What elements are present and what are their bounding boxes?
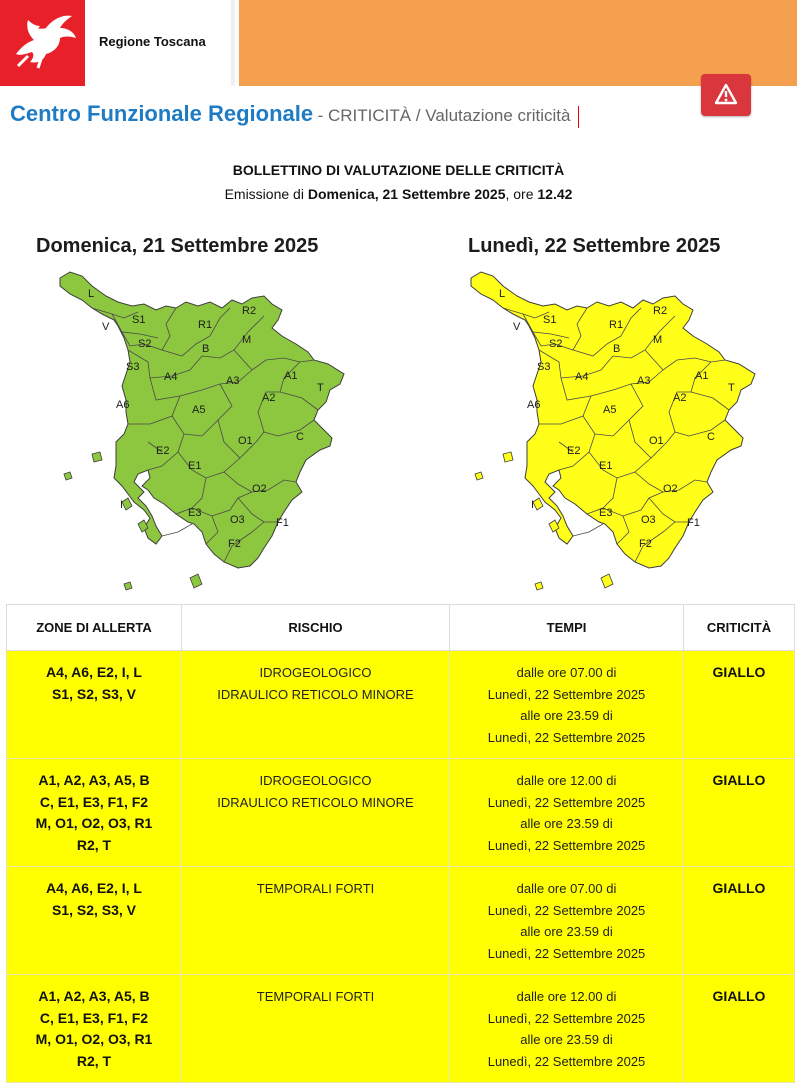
- emission-mid: , ore: [505, 186, 538, 202]
- zone-label-a3[interactable]: A3: [226, 375, 240, 387]
- zone-label-a6[interactable]: A6: [527, 399, 541, 411]
- zone-label-s1[interactable]: S1: [543, 314, 557, 326]
- alert-table: [6, 604, 795, 1083]
- warning-button[interactable]: [701, 74, 751, 116]
- times-line: alle ore 23.59 di: [520, 924, 613, 939]
- zone-label-o1[interactable]: O1: [238, 435, 253, 447]
- island-shape: [475, 472, 483, 480]
- risk-line: TEMPORALI FORTI: [256, 881, 375, 896]
- times-line: Lunedì, 22 Settembre 2025: [487, 729, 646, 745]
- emission-prefix: Emissione di: [224, 186, 308, 202]
- zone-label-s3[interactable]: S3: [126, 361, 140, 373]
- table-row: [7, 651, 795, 759]
- zone-label-r2[interactable]: R2: [242, 305, 257, 317]
- table-row: [7, 975, 795, 1083]
- times-line: Lunedì, 22 Settembre 2025: [487, 686, 646, 702]
- zone-label-o2[interactable]: O2: [252, 483, 267, 495]
- times-line: dalle ore 12.00 di: [516, 989, 617, 1004]
- times-line: Lunedì, 22 Settembre 2025: [487, 837, 646, 853]
- zone-label-f1[interactable]: F1: [276, 517, 289, 529]
- bulletin-title: BOLLETTINO DI VALUTAZIONE DELLE CRITICITÀ: [232, 162, 565, 178]
- zones-line: C, E1, E3, F1, F2: [39, 793, 149, 810]
- criticality-level: GIALLO: [684, 651, 795, 759]
- zone-label-m[interactable]: M: [242, 334, 252, 346]
- text-cursor: [578, 106, 579, 128]
- zone-label-r2[interactable]: R2: [653, 305, 668, 317]
- zone-label-t[interactable]: T: [317, 382, 324, 394]
- map-title-day2: Lunedì, 22 Settembre 2025: [468, 235, 721, 257]
- zones-line: C, E1, E3, F1, F2: [39, 1009, 149, 1026]
- zone-label-a4[interactable]: A4: [575, 371, 589, 383]
- zone-label-s2[interactable]: S2: [549, 338, 563, 350]
- region-outline: [60, 272, 344, 568]
- zone-label-a4[interactable]: A4: [164, 371, 178, 383]
- times-cell: [450, 975, 684, 1083]
- zone-label-a2[interactable]: A2: [673, 392, 687, 404]
- zone-label-e2[interactable]: E2: [567, 445, 581, 457]
- zone-label-s1[interactable]: S1: [132, 314, 146, 326]
- zones-line: M, O1, O2, O3, R1: [35, 815, 153, 831]
- zone-label-f2[interactable]: F2: [228, 538, 241, 550]
- zone-label-t[interactable]: T: [728, 382, 735, 394]
- zone-label-a3[interactable]: A3: [637, 375, 651, 387]
- criticality-level: GIALLO: [684, 759, 795, 867]
- zone-border: [573, 524, 603, 536]
- brand-name[interactable]: Regione Toscana: [99, 34, 206, 49]
- island-shape: [92, 452, 102, 462]
- times-line: dalle ore 07.00 di: [516, 881, 617, 896]
- zone-label-o3[interactable]: O3: [641, 514, 656, 526]
- zone-label-a1[interactable]: A1: [695, 370, 709, 382]
- zone-label-b[interactable]: B: [613, 343, 621, 355]
- island-shape: [190, 574, 202, 588]
- zone-label-f1[interactable]: F1: [687, 517, 700, 529]
- zone-label-e3[interactable]: E3: [188, 507, 202, 519]
- table-row: [7, 759, 795, 867]
- zones-cell: [7, 651, 182, 759]
- alert-map-day1: [52, 266, 352, 592]
- alert-map-day2: [463, 266, 763, 592]
- zone-label-m[interactable]: M: [653, 334, 663, 346]
- island-shape: [601, 574, 613, 588]
- zones-cell: [7, 975, 182, 1083]
- page-heading: [10, 101, 579, 131]
- times-line: Lunedì, 22 Settembre 2025: [487, 1010, 646, 1026]
- zone-label-c[interactable]: C: [296, 431, 304, 443]
- pegasus-logo-icon[interactable]: [8, 6, 80, 72]
- times-line: Lunedì, 22 Settembre 2025: [487, 794, 646, 810]
- times-cell: [450, 867, 684, 975]
- map-title-day1: Domenica, 21 Settembre 2025: [36, 235, 319, 257]
- column-header-zones: ZONE DI ALLERTA: [7, 605, 182, 651]
- zone-label-a1[interactable]: A1: [284, 370, 298, 382]
- zones-line: R2, T: [76, 836, 112, 853]
- zone-label-l[interactable]: L: [88, 288, 95, 300]
- section-title[interactable]: Centro Funzionale Regionale: [10, 101, 314, 126]
- zones-line: A4, A6, E2, I, L: [46, 880, 142, 896]
- zones-cell: [7, 759, 182, 867]
- zone-label-o2[interactable]: O2: [663, 483, 678, 495]
- risk-cell: [182, 759, 450, 867]
- zone-label-i[interactable]: I: [120, 499, 124, 511]
- times-line: alle ore 23.59 di: [520, 708, 613, 723]
- island-shape: [533, 498, 543, 510]
- zone-label-s2[interactable]: S2: [138, 338, 152, 350]
- times-line: dalle ore 07.00 di: [516, 665, 617, 680]
- table-header-row: [7, 605, 795, 651]
- zone-label-f2[interactable]: F2: [639, 538, 652, 550]
- zones-line: S1, S2, S3, V: [51, 685, 137, 702]
- times-line: dalle ore 12.00 di: [516, 773, 617, 788]
- times-line: alle ore 23.59 di: [520, 816, 613, 831]
- zones-line: R2, T: [76, 1052, 112, 1069]
- zone-label-a5[interactable]: A5: [603, 404, 617, 416]
- island-shape: [124, 582, 132, 590]
- zone-label-e3[interactable]: E3: [599, 507, 613, 519]
- zone-label-a6[interactable]: A6: [116, 399, 130, 411]
- zone-label-s3[interactable]: S3: [537, 361, 551, 373]
- emission-time: 12.42: [537, 186, 573, 202]
- risk-cell: [182, 867, 450, 975]
- risk-line: IDRAULICO RETICOLO MINORE: [217, 794, 414, 810]
- zone-label-v[interactable]: V: [102, 321, 110, 333]
- times-line: Lunedì, 22 Settembre 2025: [487, 902, 646, 918]
- zones-line: M, O1, O2, O3, R1: [35, 1031, 153, 1047]
- criticality-level: GIALLO: [684, 867, 795, 975]
- zone-label-b[interactable]: B: [202, 343, 210, 355]
- zones-line: S1, S2, S3, V: [51, 901, 137, 918]
- zone-label-r1[interactable]: R1: [609, 319, 624, 331]
- zone-label-o3[interactable]: O3: [230, 514, 245, 526]
- zone-label-r1[interactable]: R1: [198, 319, 213, 331]
- site-header: [0, 0, 797, 86]
- zone-label-l[interactable]: L: [499, 288, 506, 300]
- breadcrumb: - CRITICITÀ / Valutazione criticità: [317, 106, 571, 125]
- risk-line: IDROGEOLOGICO: [259, 665, 372, 680]
- risk-line: IDRAULICO RETICOLO MINORE: [217, 686, 414, 702]
- zone-label-v[interactable]: V: [513, 321, 521, 333]
- zone-label-c[interactable]: C: [707, 431, 715, 443]
- zone-label-a5[interactable]: A5: [192, 404, 206, 416]
- zones-line: A1, A2, A3, A5, B: [38, 988, 150, 1004]
- times-cell: [450, 651, 684, 759]
- times-line: Lunedì, 22 Settembre 2025: [487, 945, 646, 961]
- times-cell: [450, 759, 684, 867]
- risk-cell: [182, 651, 450, 759]
- island-shape: [535, 582, 543, 590]
- zone-label-i[interactable]: I: [531, 499, 535, 511]
- criticality-level: GIALLO: [684, 975, 795, 1083]
- zone-border: [162, 524, 192, 536]
- zone-label-a2[interactable]: A2: [262, 392, 276, 404]
- column-header-times: TEMPI: [450, 605, 684, 651]
- risk-cell: [182, 975, 450, 1083]
- island-shape: [122, 498, 132, 510]
- risk-line: TEMPORALI FORTI: [256, 989, 375, 1004]
- emission-date: Domenica, 21 Settembre 2025: [307, 186, 506, 202]
- region-outline: [471, 272, 755, 568]
- island-shape: [64, 472, 72, 480]
- zones-line: A4, A6, E2, I, L: [46, 664, 142, 680]
- times-line: alle ore 23.59 di: [520, 1032, 613, 1047]
- zone-label-e1[interactable]: E1: [599, 460, 613, 472]
- zone-label-e2[interactable]: E2: [156, 445, 170, 457]
- zone-label-o1[interactable]: O1: [649, 435, 664, 447]
- zones-line: A1, A2, A3, A5, B: [38, 772, 150, 788]
- risk-line: IDROGEOLOGICO: [259, 773, 372, 788]
- column-header-criticality: CRITICITÀ: [684, 605, 795, 651]
- warning-triangle-icon: [714, 83, 738, 105]
- table-row: [7, 867, 795, 975]
- zones-cell: [7, 867, 182, 975]
- zone-label-e1[interactable]: E1: [188, 460, 202, 472]
- island-shape: [503, 452, 513, 462]
- column-header-risk: RISCHIO: [182, 605, 450, 651]
- bulletin-emission: [0, 186, 797, 202]
- times-line: Lunedì, 22 Settembre 2025: [487, 1053, 646, 1069]
